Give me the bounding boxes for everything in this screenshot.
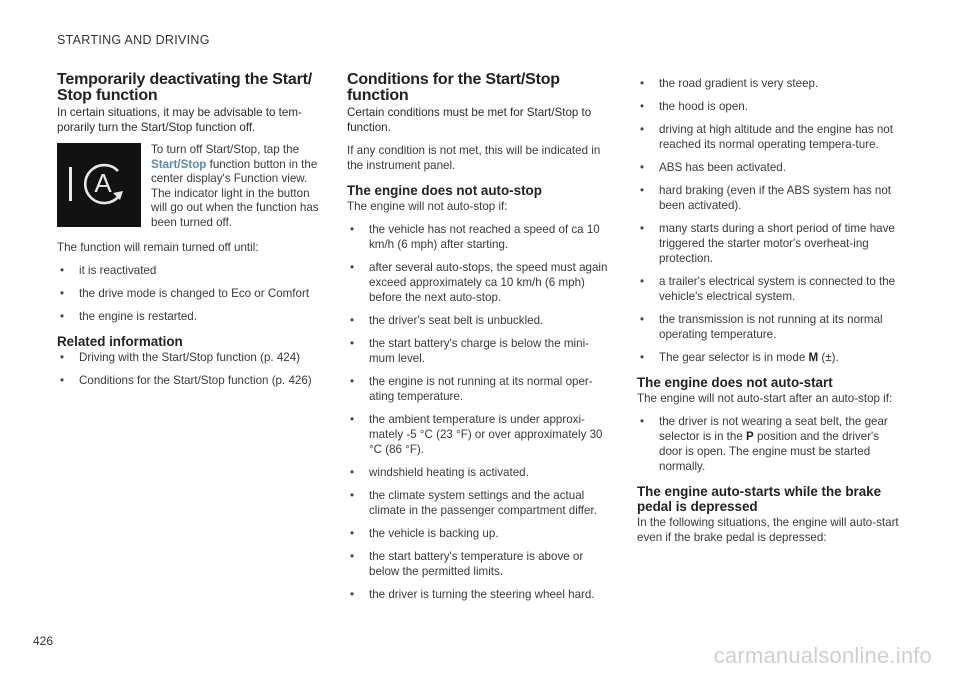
no-auto-stop-list [347,222,609,602]
column-deactivating [57,72,319,396]
gear-position-p: P [746,430,754,443]
list-item: • the hood is open. [637,99,899,114]
related-info-heading: Related information [57,333,183,349]
start-stop-button-icon [57,143,141,227]
list-item: • ABS has been activated. [637,160,899,175]
svg-text:A: A [94,168,112,198]
list-item: • the vehicle is backing up. [347,526,609,541]
subsection-lead: In the following situations, the engine will auto-start even if the brake pedal is depressed: [637,516,899,544]
list-item: • a trailer's electrical system is connected to the vehicle's electrical system. [637,274,899,304]
list-item: • windshield heating is activated. [347,465,609,480]
column-conditions [347,72,609,610]
list-item: • the climate system settings and the actual climate in the passenger compartment differ. [347,488,609,518]
list-item: • the ambient temperature is under approxi-mately -5 °C (23 °F) or over approximately 30 °C (86 °F). [347,412,609,457]
gear-mode-m: M [808,351,819,364]
instruction-text: To turn off Start/Stop, tap the Start/Stop function button in the center display's Function view. The indicator light in the button will go out when the function has been turned off. [151,143,319,229]
related-list [57,350,319,388]
related-link[interactable]: • Driving with the Start/Stop function (p. 424) [57,350,319,365]
list-item: • the start battery's temperature is above or below the permitted limits. [347,549,609,579]
list-item: • the vehicle has not reached a speed of ca 10 km/h (6 mph) after starting. [347,222,609,252]
start-stop-button-label: Start/Stop [151,157,207,171]
list-item: • many starts during a short period of time have triggered the starter motor's overheat-ing protection. [637,221,899,266]
list-item-gear-selector: • The gear selector is in mode M (±). [637,350,899,365]
list-item: • driving at high altitude and the engine has not reached its normal operating tempera-ture. [637,122,899,152]
subheading-auto-starts-brake: The engine auto-starts while the brake pedal is depressed [637,484,882,514]
subsection-lead: The engine will not auto-stop if: [347,200,508,213]
column-conditions-continued [637,76,899,553]
list-item: • the transmission is not running at its normal operating temperature. [637,312,899,342]
list-item: • the engine is restarted. [57,309,319,324]
section-heading-deactivating: Temporarily deactivating the Start/ Stop function [57,71,312,104]
page-header: STARTING AND DRIVING [57,33,210,47]
list-item: • the drive mode is changed to Eco or Comfort [57,286,319,301]
subheading-no-auto-stop: The engine does not auto-stop [347,183,542,198]
no-auto-start-list [637,414,899,474]
subheading-no-auto-start: The engine does not auto-start [637,375,833,390]
section-intro: In certain situations, it may be advisable to tem-porarily turn the Start/Stop function off. [57,106,302,134]
list-item: • it is reactivated [57,263,319,278]
until-text: The function will remain turned off until: [57,240,259,254]
page-number: 426 [33,634,54,648]
list-item: • the engine is not running at its normal oper-ating temperature. [347,374,609,404]
list-item: • the driver is not wearing a seat belt, the gear selector is in the P position and the driver's door is open. The engine must be started normally. [637,414,899,474]
related-link[interactable]: • Conditions for the Start/Stop function (p. 426) [57,373,319,388]
section-intro: Certain conditions must be met for Start/Stop to function. [347,106,592,134]
list-item: • the driver's seat belt is unbuckled. [347,313,609,328]
instruction-block [57,143,319,231]
until-list [57,263,319,324]
watermark: carmanualsonline.info [713,643,932,668]
section-heading-conditions: Conditions for the Start/Stop function [347,71,560,104]
no-auto-stop-list-continued [637,76,899,365]
list-item: • the road gradient is very steep. [637,76,899,91]
list-item: • the start battery's charge is below the mini-mum level. [347,336,609,366]
list-item: • after several auto-stops, the speed must again exceed approximately ca 10 km/h (6 mph) before the next auto-stop. [347,260,609,305]
section-paragraph: If any condition is not met, this will be indicated in the instrument panel. [347,144,601,172]
subsection-lead: The engine will not auto-start after an auto-stop if: [637,392,893,405]
list-item: • the driver is turning the steering wheel hard. [347,587,609,602]
list-item: • hard braking (even if the ABS system has not been activated). [637,183,899,213]
